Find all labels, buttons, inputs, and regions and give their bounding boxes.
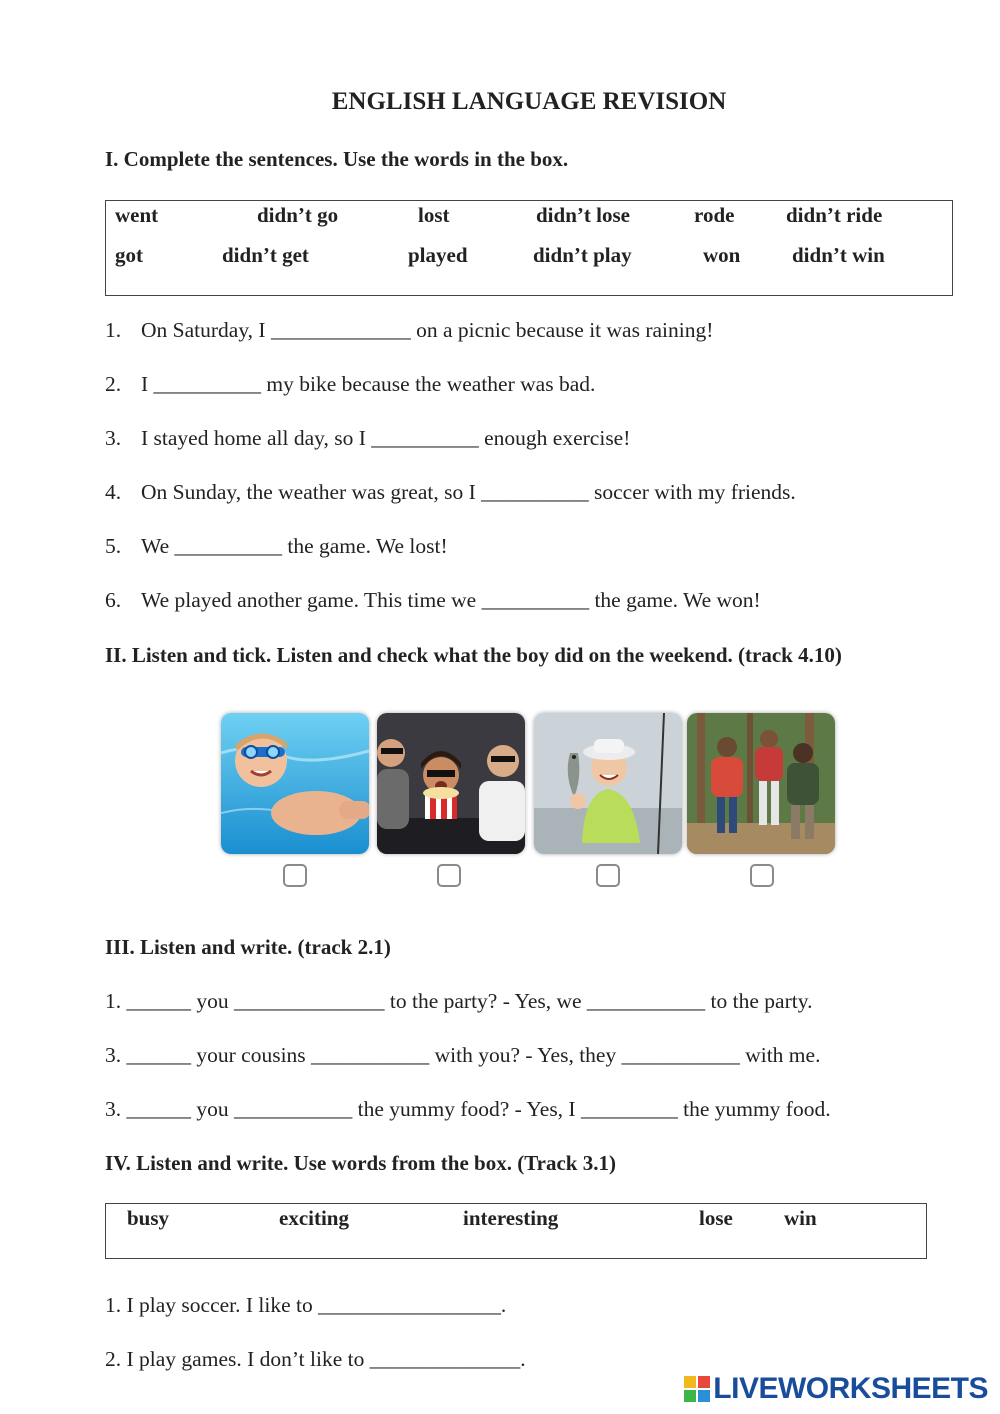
listen-line-2[interactable]: 3. ______ your cousins ___________ with you? - Yes, they ___________ with me.: [105, 1043, 821, 1067]
tick-box-hiking[interactable]: [750, 864, 774, 887]
sentence-text: I: [141, 372, 154, 396]
box-word: lost: [418, 203, 450, 227]
brand-text: LIVEWORKSHEETS: [713, 1372, 988, 1405]
item-number: 5.: [105, 534, 122, 558]
write-line-1[interactable]: 1. I play soccer. I like to _________________.: [105, 1293, 507, 1317]
box-word: didn’t lose: [536, 203, 630, 227]
box-word: exciting: [279, 1206, 349, 1230]
box-word: interesting: [463, 1206, 559, 1230]
liveworksheets-logo: [684, 1372, 988, 1406]
box-word: got: [115, 243, 143, 267]
sentence-text: We played another game. This time we: [141, 588, 482, 612]
section-3-heading: III. Listen and write. (track 2.1): [105, 935, 391, 959]
listen-line-3[interactable]: 3. ______ you ___________ the yummy food? - Yes, I _________ the yummy food.: [105, 1097, 831, 1121]
photo-swimming: [221, 713, 369, 854]
sentence-text: On Saturday, I: [141, 318, 271, 342]
tick-box-movie[interactable]: [437, 864, 461, 887]
section-2-heading: II. Listen and tick. Listen and check what the boy did on the weekend. (track 4.10): [105, 643, 842, 667]
item-number: 6.: [105, 588, 122, 612]
box-word: busy: [127, 1206, 170, 1230]
box-word: didn’t win: [792, 243, 885, 267]
sentence-text: my bike because the weather was bad.: [261, 372, 596, 396]
item-number: 1.: [105, 318, 122, 342]
sentence-text: enough exercise!: [478, 426, 631, 450]
photo-fishing: [534, 713, 682, 854]
box-word: won: [703, 243, 741, 267]
tick-box-fishing[interactable]: [596, 864, 620, 887]
answer-blank[interactable]: _____________: [270, 318, 411, 342]
sentence-1: [105, 318, 713, 343]
answer-blank[interactable]: __________: [481, 588, 590, 612]
answer-blank[interactable]: __________: [481, 480, 589, 504]
box-word: didn’t play: [533, 243, 632, 267]
sentence-5: [105, 534, 448, 559]
answer-blank[interactable]: __________: [174, 534, 282, 558]
sentence-4: [105, 480, 796, 505]
sentence-text: I stayed home all day, so I: [141, 426, 372, 450]
box-word: lose: [699, 1206, 733, 1230]
answer-blank[interactable]: __________: [371, 426, 479, 450]
sentence-text: the game. We lost!: [282, 534, 448, 558]
logo-squares-icon: [684, 1376, 710, 1402]
section-1-heading: I. Complete the sentences. Use the words in the box.: [105, 147, 569, 171]
box-word: didn’t ride: [786, 203, 883, 227]
sentence-3: [105, 426, 630, 451]
box-word: didn’t get: [222, 243, 309, 267]
box-word: rode: [694, 203, 735, 227]
item-number: 4.: [105, 480, 122, 504]
sentence-text: On Sunday, the weather was great, so I: [141, 480, 482, 504]
sentence-text: the game. We won!: [589, 588, 761, 612]
box-word: win: [784, 1206, 817, 1230]
sentence-text: We: [141, 534, 175, 558]
box-word: went: [115, 203, 159, 227]
sentence-text: on a picnic because it was raining!: [410, 318, 714, 342]
page-title: ENGLISH LANGUAGE REVISION: [331, 88, 727, 115]
box-word: didn’t go: [257, 203, 339, 227]
box-word: played: [408, 243, 468, 267]
sentence-2: [105, 372, 595, 397]
item-number: 3.: [105, 426, 122, 450]
write-line-2[interactable]: 2. I play games. I don’t like to ______________.: [105, 1347, 526, 1371]
answer-blank[interactable]: __________: [153, 372, 262, 396]
tick-box-swimming[interactable]: [283, 864, 307, 887]
sentence-text: soccer with my friends.: [588, 480, 796, 504]
item-number: 2.: [105, 372, 122, 396]
photo-hiking: [687, 713, 835, 854]
sentence-6: [105, 588, 761, 613]
photo-movie-theater: [377, 713, 525, 854]
listen-line-1[interactable]: 1. ______ you ______________ to the party? - Yes, we ___________ to the party.: [105, 989, 813, 1013]
section-4-heading: IV. Listen and write. Use words from the box. (Track 3.1): [105, 1151, 616, 1175]
